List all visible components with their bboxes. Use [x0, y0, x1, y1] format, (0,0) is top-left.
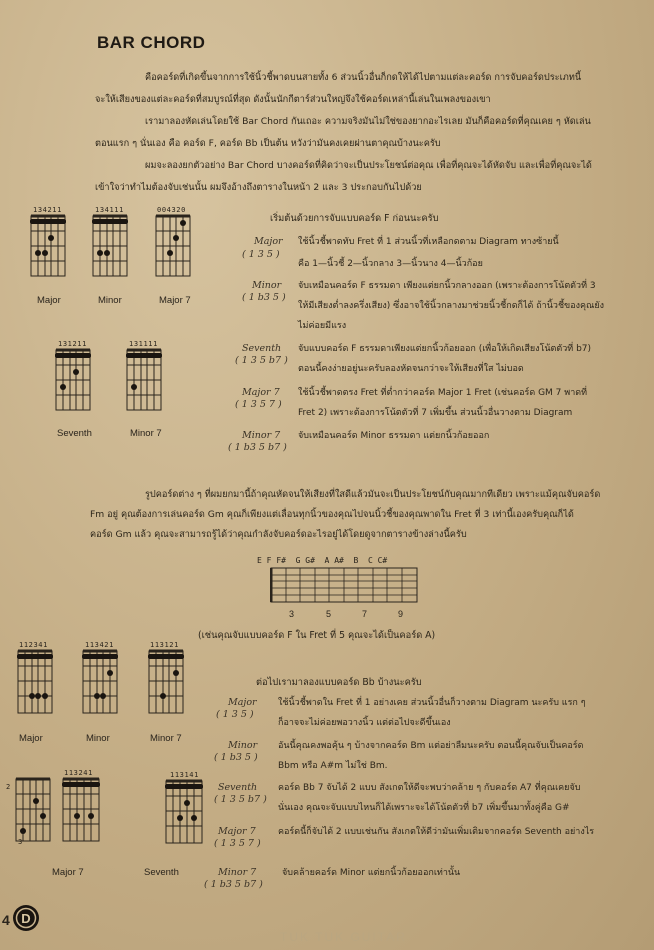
chord-diagram-bb-seventh-a	[61, 776, 103, 846]
fret-chart-caption: (เช่นคุณจับแบบคอร์ด F ใน Fret ที่ 5 คุณจะได้เป็นคอร์ด A)	[198, 630, 436, 641]
chord-formula: ( 1 b3 5 b7 )	[204, 879, 263, 890]
chord-diagram-f-minor	[91, 213, 131, 279]
diagram-caption: Major 7	[52, 867, 84, 878]
chord-formula: ( 1 b3 5 )	[214, 752, 258, 763]
chord-diagram-f-major7	[154, 213, 194, 279]
finger-numbers: 131111	[129, 340, 158, 348]
publisher-logo-icon	[11, 903, 41, 933]
entry-line: อันนี้คุณคงพอคุ้น ๆ บ้างจากคอร์ด Bm แต่อย่าลืมนะครับ ตอนนี้คุณจับเป็นคอร์ด	[278, 741, 584, 751]
note-label: E	[257, 556, 262, 565]
chord-type: Minor 7	[242, 430, 281, 441]
chord-formula: ( 1 3 5 7 )	[214, 838, 261, 849]
entry-line: ตอนนี้คงง่ายอยู่นะครับลองหัดจนกว่าจะให้เสียงที่ใส ไม่บอด	[298, 364, 524, 374]
finger-numbers: 134211	[33, 206, 62, 214]
intro-line: เข้าใจว่าทำไมต้องจับเช่นนั้น ผมจึงอ้างถึงตารางในหน้า 2 และ 3 ประกอบกันไปด้วย	[95, 182, 422, 193]
entry-line: คือ 1—นิ้วชี้ 2—นิ้วกลาง 3—นิ้วนาง 4—นิ้วก้อย	[298, 259, 483, 269]
note-label: F#	[276, 556, 286, 565]
chord-diagram-bb-seventh-b	[164, 778, 206, 848]
note-label: C	[367, 556, 373, 565]
chord-type: Minor 7	[218, 867, 257, 878]
entry-line: ใช้นิ้วชี้พาดใน Fret ที่ 1 อย่างเคย ส่วนนิ้วอื่นก็วางตาม Diagram นะครับ แรก ๆ	[278, 698, 586, 708]
intro-line: ตอนแรก ๆ นั่นเอง คือ คอร์ด F, คอร์ด Bb เป็นต้น หวังว่ามันคงเคยผ่านตาคุณบ้างนะครับ	[95, 138, 441, 149]
chord-diagram-bb-minor	[81, 648, 121, 718]
chord-type: Seventh	[242, 343, 282, 354]
finger-numbers: 004320	[157, 206, 186, 214]
diagram-caption: Major 7	[159, 295, 191, 306]
fret-chart-notes	[257, 556, 387, 565]
chord-formula: ( 1 3 5 b7 )	[235, 355, 288, 366]
entry-line: จับคล้ายคอร์ด Minor แต่ยกนิ้วก้อยออกเท่านั้น	[282, 868, 461, 878]
note-label: B	[353, 556, 359, 565]
entry-line: นั่นเอง คุณจะจับแบบไหนก็ได้เพราะจะได้โน้ตตัวที่ b7 เพิ่มขึ้นมาทั้งคู่คือ G#	[278, 803, 570, 813]
note-label: F	[266, 556, 272, 565]
chord-formula: ( 1 3 5 )	[216, 709, 254, 720]
entry-line: จับเหมือนคอร์ด F ธรรมดา เพียงแต่ยกนิ้วกลางออก (เพราะต้องการโน้ตตัวที่ 3	[298, 281, 596, 291]
entry-line: ให้มีเสียงต่ำลงครึ่งเสียง) ซึ่งอาจใช้นิ้วกลางมาช่วยนิ้วชี้กดก็ได้ ถ้านิ้วชี้ของคุณยัง	[298, 301, 605, 311]
entry-line: คอร์ดนี้ก็จับได้ 2 แบบเช่นกัน สังเกตให้ดีว่ามันเพิ่มเติมจากคอร์ด Seventh อย่างไร	[278, 827, 595, 837]
entry-line: จับแบบคอร์ด F ธรรมดาเพียงแต่ยกนิ้วก้อยออก (เพื่อให้เกิดเสียงโน้ตตัวที่ b7)	[298, 344, 592, 354]
chord-formula: ( 1 3 5 7 )	[235, 399, 282, 410]
chord-type: Seventh	[218, 782, 258, 793]
finger-numbers: 113421	[85, 641, 114, 649]
diagram-caption: Major	[37, 295, 61, 306]
finger-numbers: 113121	[150, 641, 179, 649]
chord-diagram-f-seventh	[54, 347, 94, 413]
intro-line: เรามาลองหัดเล่นโดยใช้ Bar Chord กันเถอะ ความจริงมันไม่ใช่ของยากอะไรเลย มันก็คือคอร์ดที่คุณเคย ๆ หัดเล่น	[145, 116, 591, 127]
finger-numbers: 113141	[170, 771, 199, 779]
middle-line: คอร์ด Gm แล้ว คุณจะสามารถรู้ได้ว่าคุณกำลังจับคอร์ดอะไรอยู่ได้โดยดูจากตารางข้างล่างนี้ครับ	[90, 529, 467, 540]
chord-diagram-bb-minor7	[147, 648, 187, 718]
fret-number: 9	[398, 609, 404, 619]
diagram-caption: Major	[19, 733, 43, 744]
chord-type: Minor	[252, 280, 282, 291]
fret-number: 5	[326, 609, 332, 619]
diagram-caption: Seventh	[57, 428, 92, 439]
chord-type: Major	[228, 697, 257, 708]
entry-line: ใช้นิ้วชี้พาดทับ Fret ที่ 1 ส่วนนิ้วที่เหลือกดตาม Diagram ทางซ้ายนี้	[298, 237, 559, 247]
fret-number: 7	[362, 609, 368, 619]
chord-formula: ( 1 b3 5 b7 )	[228, 442, 287, 453]
chord-type: Major 7	[218, 826, 256, 837]
note-label: G	[295, 556, 301, 565]
entry-line: จับเหมือนคอร์ด Minor ธรรมดา แต่ยกนิ้วก้อยออก	[298, 431, 490, 441]
entry-line: Bbm หรือ A#m ไม่ใช่ Bm.	[278, 761, 388, 771]
section-bb-heading: ต่อไปเรามาลองแบบคอร์ด Bb บ้างนะครับ	[256, 677, 422, 688]
finger-numbers: 113241	[64, 769, 93, 777]
diagram-caption: Minor	[86, 733, 110, 744]
note-label: G#	[305, 556, 315, 565]
chord-type: Major	[254, 236, 283, 247]
fret-chart-grid	[270, 567, 420, 607]
diagram-caption: Minor 7	[150, 733, 182, 744]
intro-line: ผมจะลองยกตัวอย่าง Bar Chord บางคอร์ดที่คิดว่าจะเป็นประโยชน์ต่อคุณ เพื่อที่คุณจะได้หัดจับ และเพื่อที่คุณจะได้	[145, 160, 592, 171]
note-label: A	[324, 556, 330, 565]
chord-diagram-f-minor7	[125, 347, 165, 413]
diagram-caption: Minor 7	[130, 428, 162, 439]
logo-letter: D	[21, 911, 31, 926]
chord-diagram-f-major	[29, 213, 69, 279]
chord-diagram-bb-major7	[14, 776, 54, 846]
page-number: 4	[2, 912, 10, 928]
intro-line: จะให้เสียงของแต่ละคอร์ดที่สมบูรณ์ที่สุด ดังนั้นนักกีตาร์ส่วนใหญ่จึงใช้คอร์ดเหล่านี้เล่นในเพลงของเขา	[95, 94, 491, 105]
fret-number: 3	[289, 609, 295, 619]
finger-numbers: 131211	[58, 340, 87, 348]
side-fret-number: 3	[18, 838, 23, 846]
entry-line: ไม่ค่อยมีแรง	[298, 321, 347, 331]
note-label: C#	[377, 556, 388, 565]
chord-formula: ( 1 b3 5 )	[242, 292, 286, 303]
diagram-caption: Seventh	[144, 867, 179, 878]
intro-line: คือคอร์ดที่เกิดขึ้นจากการใช้นิ้วชี้พาดบนสายทั้ง 6 ส่วนนิ้วอื่นก็กดให้ได้ไปตามแต่ละคอร์ด การจับคอร์ดประเภทนี้	[145, 72, 582, 83]
watermark: TUK TUK GUITAR	[280, 930, 407, 944]
chord-formula: ( 1 3 5 b7 )	[214, 794, 267, 805]
section-f-heading: เริ่มต้นด้วยการจับแบบคอร์ด F ก่อนนะครับ	[270, 213, 439, 224]
side-fret-number: 2	[6, 783, 11, 791]
middle-line: Fm อยู่ คุณต้องการเล่นคอร์ด Gm คุณก็เพียงแต่เลื่อนทุกนิ้วของคุณไปจนนิ้วชี้ของคุณพาดใน Fret ที่ 3 เท่านี้เองครับคุณก็ได้	[90, 509, 574, 520]
chord-formula: ( 1 3 5 )	[242, 249, 280, 260]
diagram-caption: Minor	[98, 295, 122, 306]
chord-type: Minor	[228, 740, 258, 751]
entry-line: Fret 2) เพราะต้องการโน้ตตัวที่ 7 เพิ่มขึ้น ส่วนนิ้วอื่นวางตาม Diagram	[298, 408, 573, 418]
finger-numbers: 112341	[19, 641, 48, 649]
page-title: BAR CHORD	[97, 33, 206, 52]
note-label: A#	[334, 556, 344, 565]
entry-line: คอร์ด Bb 7 จับได้ 2 แบบ สังเกตให้ดีจะพบว่าคล้าย ๆ กับคอร์ด A7 ที่คุณเคยจับ	[278, 783, 581, 793]
middle-line: รูปคอร์ดต่าง ๆ ที่ผมยกมานี้ถ้าคุณหัดจนให้เสียงที่ใสดีแล้วมันจะเป็นประโยชน์กับคุณมากทีเดียว เพราะแม้คุณจับคอร์ด	[145, 489, 601, 500]
chord-type: Major 7	[242, 387, 280, 398]
entry-line: ก็อาจจะไม่ค่อยพอวางนิ้ว แต่ต่อไปจะดีขึ้นเอง	[278, 718, 451, 728]
entry-line: ใช้นิ้วชี้พาดตรง Fret ที่ต่ำกว่าคอร์ด Major 1 Fret (เช่นคอร์ด GM 7 พาดที่	[298, 388, 588, 398]
chord-diagram-bb-major	[16, 648, 56, 718]
finger-numbers: 134111	[95, 206, 124, 214]
